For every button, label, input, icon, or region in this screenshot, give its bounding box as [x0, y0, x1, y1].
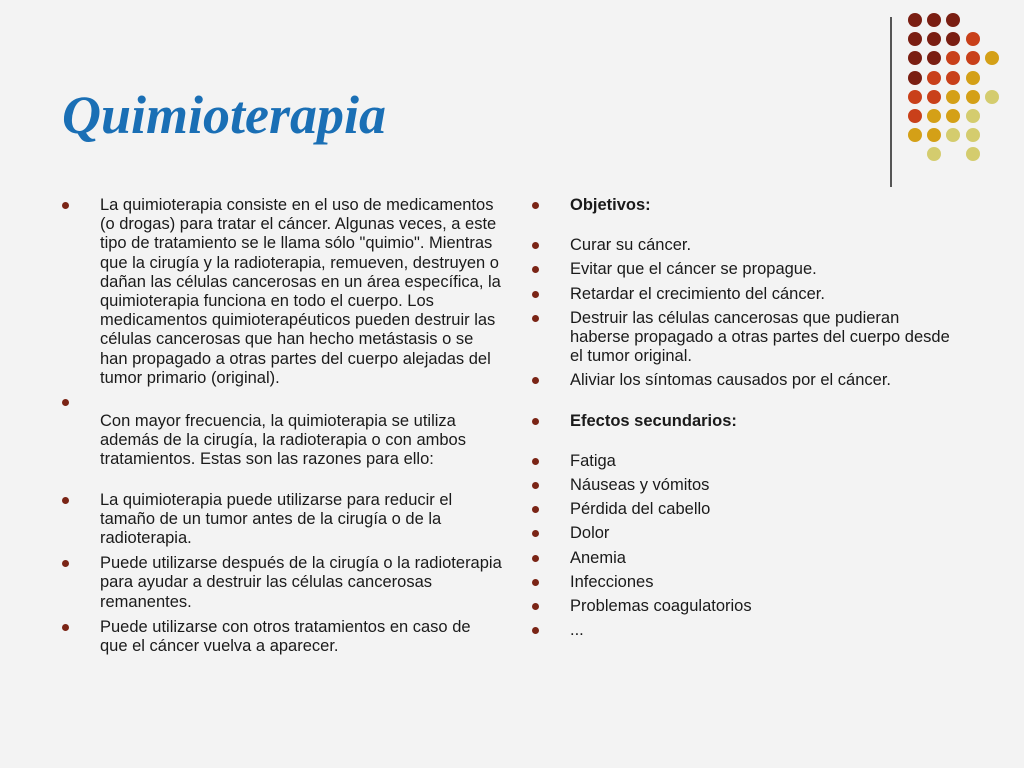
list-item-text: Infecciones: [570, 572, 654, 591]
decorative-dot: [927, 109, 941, 123]
decorative-dot: [966, 128, 980, 142]
list-item-nobullet: [62, 412, 502, 470]
list-item-text: Náuseas y vómitos: [570, 476, 710, 495]
list-item-text: Anemia: [570, 548, 626, 567]
decorative-dot: [946, 71, 960, 85]
bullet-icon: [532, 603, 539, 610]
list-item: [532, 452, 952, 471]
divider-line: [890, 17, 892, 187]
decorative-dot: [908, 109, 922, 123]
list-item: [62, 618, 502, 656]
objectives-heading: [532, 196, 952, 215]
bullet-icon: [532, 242, 539, 249]
list-item-text: Con mayor frecuencia, la quimioterapia se utiliza además de la cirugía, la radioterapia o con ambos tratamientos. Estas son las razones para ello:: [100, 412, 466, 469]
list-item: [532, 476, 952, 495]
list-item: [532, 524, 952, 543]
list-item-text: Aliviar los síntomas causados por el cáncer.: [570, 371, 891, 390]
list-item: [62, 196, 502, 388]
list-item-text: Curar su cáncer.: [570, 236, 692, 255]
decorative-dot: [908, 90, 922, 104]
decorative-dot: [927, 90, 941, 104]
bullet-icon: [532, 377, 539, 384]
decorative-dot: [946, 90, 960, 104]
list-item: [532, 597, 952, 616]
bullet-icon: [62, 497, 69, 504]
list-item: [532, 371, 952, 390]
bullet-icon: [532, 202, 539, 209]
decorative-dot: [908, 51, 922, 65]
list-item-text: La quimioterapia consiste en el uso de medicamentos (o drogas) para tratar el cáncer. Algunas veces, a este tipo de tratamiento se le llama sólo "quimio". Mientras que la cirugía y la radioterapia, remueven, destruyen o dañan las células cancerosas en un área específica, la quimioterapia funciona en todo el cuerpo. Los medicamentos quimioterapéuticos pueden destruir las células cancerosas que han hecho metástasis o se han propagado a otras partes del cuerpo alejadas del tumor primario (original).: [100, 196, 501, 387]
bullet-icon: [532, 482, 539, 489]
list-item: [532, 500, 952, 519]
bullet-icon: [532, 627, 539, 634]
list-item: [62, 554, 502, 612]
list-item: [62, 491, 502, 549]
decorative-dot: [966, 147, 980, 161]
decorative-dot: [927, 128, 941, 142]
list-item: [532, 549, 952, 568]
decorative-dot: [985, 51, 999, 65]
bullet-icon: [532, 315, 539, 322]
list-item-text: Retardar el crecimiento del cáncer.: [570, 284, 825, 303]
decorative-dot: [946, 109, 960, 123]
decorative-dot: [927, 32, 941, 46]
list-item-text: Destruir las células cancerosas que pudieran haberse propagado a otras partes del cuerpo desde el tumor original.: [570, 308, 950, 366]
decorative-dot: [966, 51, 980, 65]
decorative-dot: [946, 13, 960, 27]
bullet-icon: [62, 560, 69, 567]
right-bullet-list: [532, 196, 952, 640]
decorative-dot: [927, 13, 941, 27]
decorative-dot: [946, 51, 960, 65]
decorative-dot: [985, 90, 999, 104]
list-item-text: Pérdida del cabello: [570, 500, 711, 519]
objectives-heading-text: Objetivos:: [570, 196, 651, 214]
list-item-text: Puede utilizarse con otros tratamientos en caso de que el cáncer vuelva a aparecer.: [100, 617, 471, 656]
bullet-icon: [532, 291, 539, 298]
list-item-text: Dolor: [570, 524, 610, 543]
side-effects-heading-text: Efectos secundarios:: [570, 411, 737, 430]
bullet-icon: [532, 555, 539, 562]
decorative-dot: [946, 32, 960, 46]
list-item: [532, 573, 952, 592]
decorative-dot: [966, 71, 980, 85]
slide-title: Quimioterapia: [62, 85, 387, 145]
list-item-text: Evitar que el cáncer se propague.: [570, 260, 817, 279]
bullet-icon: [62, 624, 69, 631]
left-bullet-list: [62, 196, 502, 656]
list-item-text: Problemas coagulatorios: [570, 597, 752, 616]
bullet-icon: [62, 399, 69, 406]
decorative-dot: [927, 147, 941, 161]
decorative-dot: [966, 32, 980, 46]
bullet-icon: [532, 418, 539, 425]
decorative-dot: [908, 32, 922, 46]
decorative-dot: [908, 71, 922, 85]
bullet-icon: [532, 530, 539, 537]
decorative-dot: [927, 51, 941, 65]
bullet-icon: [532, 506, 539, 513]
bullet-icon: [532, 266, 539, 273]
side-effects-heading: [532, 412, 952, 431]
decorative-dot: [908, 128, 922, 142]
list-item: [532, 621, 952, 640]
decorative-dot: [946, 128, 960, 142]
decorative-dot: [927, 71, 941, 85]
bullet-icon: [62, 202, 69, 209]
decorative-dot: [966, 90, 980, 104]
list-item: [532, 285, 952, 304]
list-item-text: Puede utilizarse después de la cirugía o la radioterapia para ayudar a destruir las células cancerosas remanentes.: [100, 554, 502, 611]
list-item-text: La quimioterapia puede utilizarse para reducir el tamaño de un tumor antes de la cirugía o de la radioterapia.: [100, 490, 453, 548]
list-item: [532, 309, 952, 367]
decorative-dot-grid: [908, 13, 1008, 167]
list-item-empty: [62, 393, 502, 412]
decorative-dot: [908, 13, 922, 27]
list-item-text: ...: [570, 621, 584, 640]
bullet-icon: [532, 579, 539, 586]
bullet-icon: [532, 458, 539, 465]
decorative-dot: [966, 109, 980, 123]
list-item-text: Fatiga: [570, 451, 616, 470]
list-item: [532, 236, 952, 255]
list-item: [532, 260, 952, 279]
